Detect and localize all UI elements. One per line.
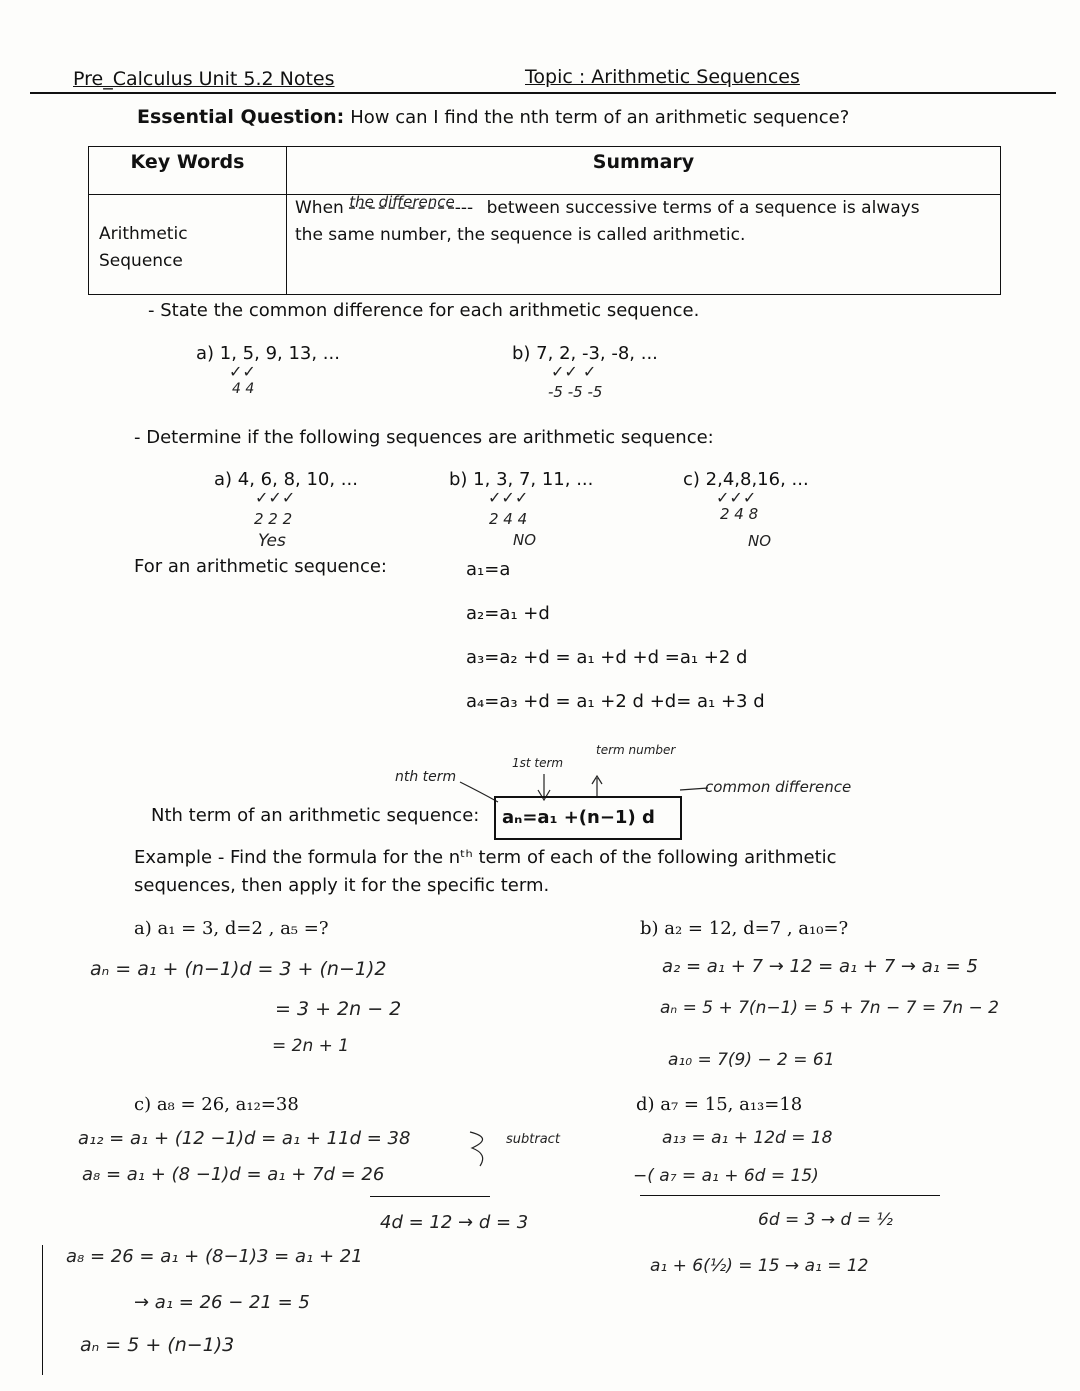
det-a-label: a) 4, 6, 8, 10, ... bbox=[214, 469, 358, 490]
summary-line2: the same number, the sequence is called arithmetic. bbox=[295, 225, 746, 245]
term-line2: Sequence bbox=[99, 251, 183, 271]
unit-title: Pre_Calculus Unit 5.2 Notes bbox=[73, 68, 335, 90]
ex-c-work1: a₁₂ = a₁ + (12 −1)d = a₁ + 11d = 38 bbox=[78, 1128, 411, 1149]
header-rule bbox=[30, 92, 1056, 94]
det-c-answer: NO bbox=[748, 532, 772, 550]
summary-line1: When the difference--- between successive terms of a sequence is always bbox=[295, 193, 920, 218]
cd-a-checks: ✓✓ bbox=[229, 362, 256, 381]
ex-b-work2: aₙ = 5 + 7(n−1) = 5 + 7n − 7 = 7n − 2 bbox=[660, 998, 999, 1018]
keyword-table bbox=[88, 146, 1001, 295]
ann-common-difference: common difference bbox=[705, 778, 852, 796]
topic-title: Topic : Arithmetic Sequences bbox=[525, 66, 800, 88]
det-b-diffs: 2 4 4 bbox=[489, 510, 528, 528]
ex-c-work5: → a₁ = 26 − 21 = 5 bbox=[134, 1292, 310, 1313]
derivation-line4: a₄=a₃ +d = a₁ +2 d +d= a₁ +3 d bbox=[466, 691, 765, 712]
ex-c-margin-line bbox=[42, 1245, 43, 1375]
derivation-label: For an arithmetic sequence: bbox=[134, 556, 387, 577]
ex-c-work4: a₈ = 26 = a₁ + (8−1)3 = a₁ + 21 bbox=[66, 1246, 363, 1267]
ex-c-subtract: subtract bbox=[506, 1132, 560, 1147]
derivation-line3: a₃=a₂ +d = a₁ +d +d =a₁ +2 d bbox=[466, 647, 748, 668]
col-key-words: Key Words bbox=[89, 147, 287, 195]
ex-b-work3: a₁₀ = 7(9) − 2 = 61 bbox=[668, 1050, 835, 1070]
ex-a-work1: aₙ = a₁ + (n−1)d = 3 + (n−1)2 bbox=[90, 958, 387, 980]
cd-b-label: b) 7, 2, -3, -8, ... bbox=[512, 343, 658, 364]
ex-c-problem: c) a₈ = 26, a₁₂=38 bbox=[134, 1094, 299, 1115]
ex-d-sum-line bbox=[640, 1195, 940, 1196]
ex-a-work2: = 3 + 2n − 2 bbox=[275, 998, 402, 1020]
derivation-line1: a₁=a bbox=[466, 559, 511, 580]
det-b-answer: NO bbox=[513, 531, 537, 549]
ex-d-problem: d) a₇ = 15, a₁₃=18 bbox=[636, 1094, 803, 1115]
ex-d-work4: a₁ + 6(½) = 15 → a₁ = 12 bbox=[650, 1256, 869, 1276]
formula-label: Nth term of an arithmetic sequence: bbox=[151, 805, 480, 826]
det-b-label: b) 1, 3, 7, 11, ... bbox=[449, 469, 594, 490]
ex-b-problem: b) a₂ = 12, d=7 , a₁₀=? bbox=[640, 918, 849, 939]
col-summary: Summary bbox=[287, 147, 1001, 195]
formula-box bbox=[494, 796, 682, 840]
det-c-diffs: 2 4 8 bbox=[720, 505, 759, 523]
essential-question: Essential Question: How can I find the nth term of an arithmetic sequence? bbox=[137, 106, 850, 128]
subtract-arrow bbox=[464, 1126, 504, 1170]
derivation-line2: a₂=a₁ +d bbox=[466, 603, 550, 624]
ann-first-term: 1st term bbox=[512, 756, 564, 770]
handwritten-blank: the difference bbox=[349, 193, 455, 211]
ex-c-work6: aₙ = 5 + (n−1)3 bbox=[80, 1334, 235, 1356]
summary-cell bbox=[287, 195, 1001, 295]
term-line1: Arithmetic bbox=[99, 224, 188, 244]
cd-a-label: a) 1, 5, 9, 13, ... bbox=[196, 343, 340, 364]
ex-d-work3: 6d = 3 → d = ½ bbox=[758, 1210, 893, 1230]
det-c-label: c) 2,4,8,16, ... bbox=[683, 469, 809, 490]
determine-prompt: - Determine if the following sequences are arithmetic sequence: bbox=[134, 427, 714, 448]
cd-b-checks: ✓✓ ✓ bbox=[551, 362, 597, 381]
ex-c-sum-line bbox=[370, 1196, 490, 1197]
ex-d-work1: a₁₃ = a₁ + 12d = 18 bbox=[662, 1128, 833, 1148]
term-cell bbox=[89, 195, 287, 295]
cd-a-diffs: 4 4 bbox=[232, 381, 255, 397]
ex-b-work1: a₂ = a₁ + 7 → 12 = a₁ + 7 → a₁ = 5 bbox=[662, 956, 978, 977]
det-a-diffs: 2 2 2 bbox=[254, 510, 293, 528]
ann-term-number: term number bbox=[596, 743, 676, 757]
ex-a-work3: = 2n + 1 bbox=[272, 1036, 350, 1056]
ex-c-work2: a₈ = a₁ + (8 −1)d = a₁ + 7d = 26 bbox=[82, 1164, 385, 1185]
det-a-checks: ✓✓✓ bbox=[255, 488, 296, 507]
ann-nth-term: nth term bbox=[395, 769, 457, 785]
formula-text: aₙ=a₁ +(n−1) d bbox=[502, 807, 655, 828]
common-diff-prompt: - State the common difference for each arithmetic sequence. bbox=[148, 300, 700, 321]
example-line1: Example - Find the formula for the nᵗʰ term of each of the following arithmetic bbox=[134, 847, 837, 868]
example-line2: sequences, then apply it for the specific term. bbox=[134, 875, 550, 896]
det-a-answer: Yes bbox=[258, 531, 286, 551]
cd-b-diffs: -5 -5 -5 bbox=[548, 383, 603, 401]
ex-c-work3: 4d = 12 → d = 3 bbox=[380, 1212, 529, 1233]
det-b-checks: ✓✓✓ bbox=[488, 488, 529, 507]
ex-d-work2: −( a₇ = a₁ + 6d = 15) bbox=[633, 1166, 819, 1186]
det-c-checks: ✓✓✓ bbox=[716, 488, 757, 507]
ex-a-problem: a) a₁ = 3, d=2 , a₅ =? bbox=[134, 918, 329, 939]
